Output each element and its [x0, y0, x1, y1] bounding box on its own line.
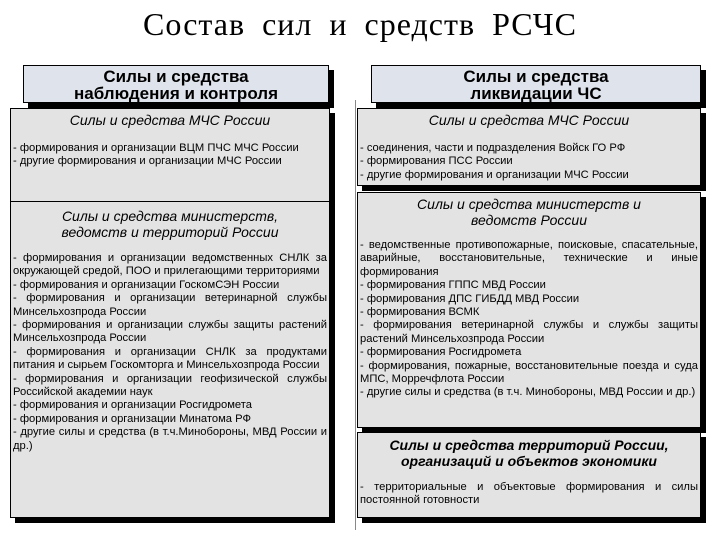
left-panel-mchs: [10, 108, 330, 202]
list-item: - формирования и организации ветеринарной службы Минсельхозпрода России: [13, 292, 327, 318]
page-title: Состав сил и средств РСЧС: [143, 6, 577, 42]
right-territories-title-line-2: организаций и объектов экономики: [401, 453, 657, 469]
list-item: - формирования ветеринарной службы и службы защиты растений Минсельхозпрода России: [360, 319, 698, 345]
list-item: - формирования и организации ГоскомСЭН России: [13, 278, 280, 291]
right-mchs-title: Силы и средства МЧС России: [428, 112, 630, 128]
list-item: - другие формирования и организации МЧС России: [360, 168, 629, 181]
right-header-line-2: ликвидации ЧС: [470, 84, 602, 103]
left-ministries-title-line-2: ведомств и территорий России: [61, 224, 279, 240]
right-territories-title-line-1: Силы и средства территорий России,: [389, 437, 669, 453]
right-territories-title: [358, 437, 700, 469]
list-item: - ведомственные противопожарные, поисковые, спасательные, аварийные, восстановительные, технические и иные формирования: [360, 239, 698, 278]
left-ministries-title-line-1: Силы и средства министерств,: [61, 208, 279, 224]
list-item: - другие силы и средства (в т.ч. Минобороны, МВД России и др.): [360, 386, 696, 399]
left-header-line-1: Силы и средства: [103, 67, 249, 86]
list-item: - формирования Росгидромета: [360, 346, 522, 359]
list-item: - территориальные и объектовые формирования и силы постоянной готовности: [360, 481, 698, 507]
left-mchs-list: [11, 142, 329, 169]
list-item: - другие формирования и организации МЧС России: [13, 155, 282, 168]
list-item: - формирования ПСС России: [360, 155, 513, 168]
list-item: - формирования ГППС МВД России: [360, 279, 546, 292]
right-panel-mchs: [357, 108, 701, 186]
right-ministries-title-line-1: Силы и средства министерств и: [417, 196, 641, 212]
list-item: - формирования и организации Минатома РФ: [13, 412, 251, 425]
list-item: - другие силы и средства (в т.ч.Минобороны, МВД России и др.): [13, 426, 327, 452]
right-mchs-list: [358, 142, 700, 182]
list-item: - формирования ДПС ГИБДД МВД России: [360, 292, 580, 305]
list-item: - формирования ВСМК: [360, 306, 480, 319]
right-ministries-list: [358, 239, 700, 400]
left-ministries-list: [11, 252, 329, 453]
right-header: [371, 65, 701, 103]
list-item: - формирования и организации ведомственных СНЛК за окружающей средой, ПОО и прилегающими территориями: [13, 252, 327, 278]
list-item: - соединения, части и подразделения Войск ГО РФ: [360, 142, 626, 154]
right-panel-territories: [357, 432, 701, 518]
right-header-line-1: Силы и средства: [463, 67, 609, 86]
left-header: [23, 65, 329, 103]
right-territories-list: [358, 481, 700, 508]
list-item: - формирования и организации ВЦМ ПЧС МЧС России: [13, 142, 299, 154]
right-panel-ministries: [357, 192, 701, 428]
column-divider: [355, 100, 356, 530]
list-item: - формирования и организации геофизической службы Российской академии наук: [13, 372, 327, 399]
left-ministries-title: [11, 208, 329, 240]
right-ministries-title-line-2: ведомств России: [471, 212, 587, 228]
left-mchs-title: Силы и средства МЧС России: [69, 112, 271, 128]
left-panel-ministries: [10, 201, 330, 518]
left-header-line-2: наблюдения и контроля: [74, 84, 278, 103]
list-item: - формирования и организации службы защиты растений Минсельхозпрода России: [13, 319, 327, 345]
list-item: - формирования, пожарные, восстановительные поезда и суда МПС, Морречфлота России: [360, 359, 698, 386]
list-item: - формирования и организации СНЛК за продуктами питания и сырьем Госкомторга и Минсельхозпрода России: [13, 345, 327, 372]
right-ministries-title: [358, 196, 700, 228]
list-item: - формирования и организации Росгидромета: [13, 399, 253, 412]
